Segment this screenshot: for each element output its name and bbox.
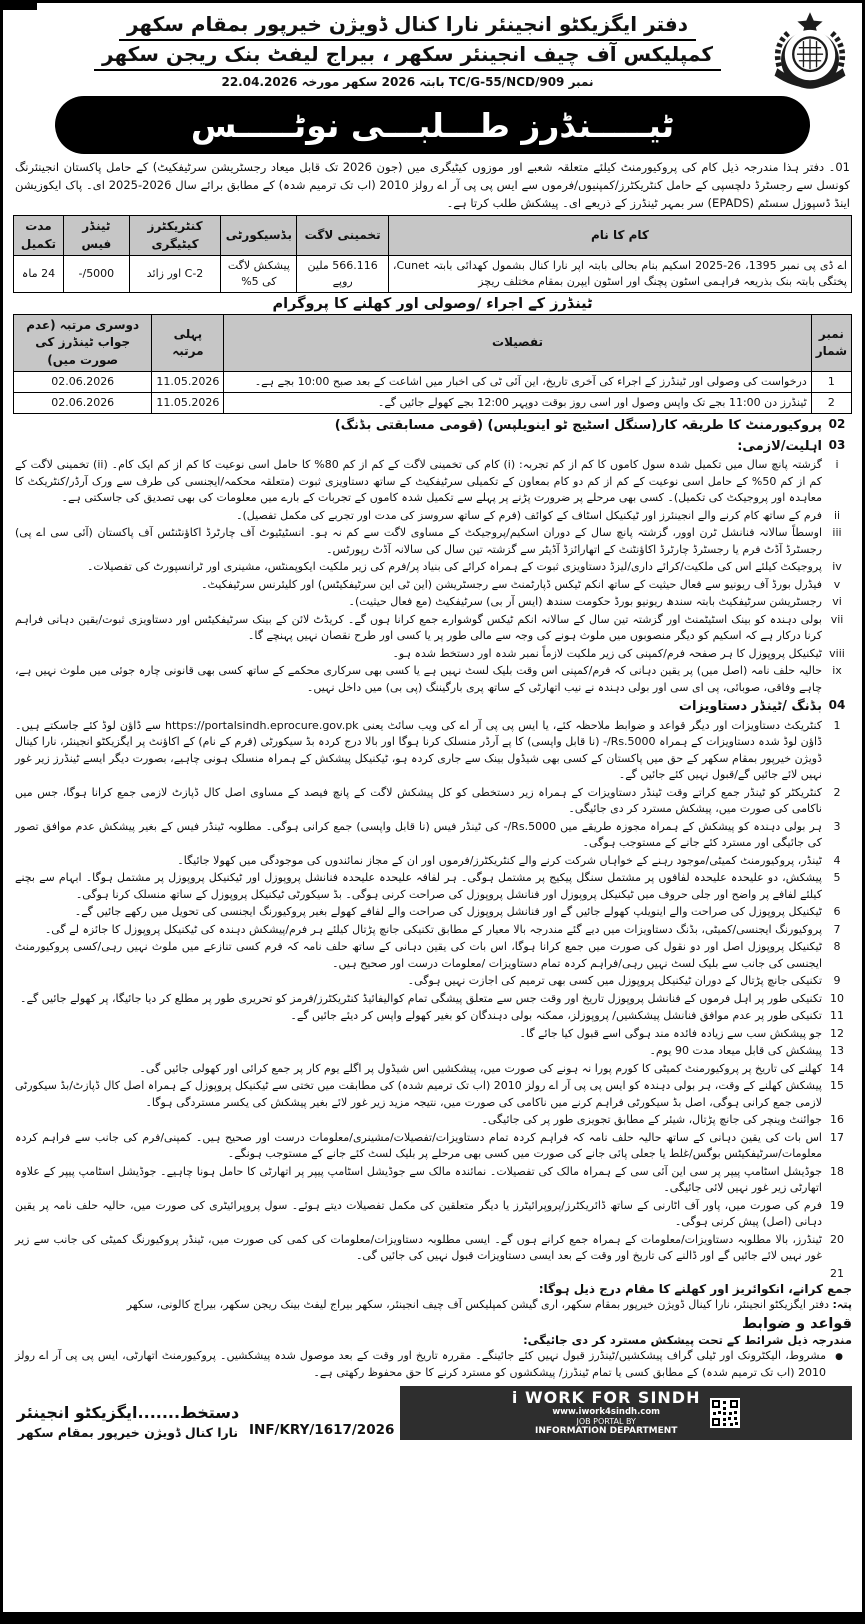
item-number: 1 — [833, 718, 841, 732]
item-text: اوسطاً سالانہ فنانشل ٹرن اوور، گزشتہ پانچ سال کے دوران اسکیم/پروجیکٹ کے مساوی لاگت سے کم نہ ہو۔ انسٹیٹیوٹ آف چارٹرڈ اکاؤنٹنٹس آف پاکستان (آئی سی اے پی) رجسٹرڈ آڈٹ فرم یا رجسٹرڈ چارٹرڈ اکاؤنٹنٹ کے اتھارائزڈ آڈیٹر سے گزشتہ تین سال کی سالانہ آڈٹ رپورٹس۔ — [15, 526, 822, 556]
estimated-cost-cell: 566.116 ملین روپے — [297, 256, 389, 293]
item-number: 13 — [830, 1044, 844, 1058]
signature-line: دستخط.......ایگزیکٹو انجینئر — [16, 1402, 240, 1422]
item-number: 10 — [830, 991, 844, 1005]
bidding-item — [13, 1043, 852, 1060]
section-procurement-method — [13, 416, 852, 436]
bidding-item — [13, 1112, 852, 1129]
item-number: 15 — [830, 1079, 844, 1093]
program-table-title: ٹینڈرز کے اجراء /وصولی اور کھلنے کا پروگرام — [272, 296, 593, 313]
item-number: 19 — [830, 1198, 844, 1212]
item-text: رجسٹریشن سرٹیفکیٹ بابتہ سندھ ریونیو بورڈ حکومت سندھ (ایس آر بی) سرٹیفکیٹ (مع فعال حیثیت)۔ — [348, 595, 822, 609]
qr-code-icon — [710, 1398, 740, 1428]
item-text: ٹیکنیکل پروپوزل کی صراحت والے اینویلپ کھولے جائیں گے اور فنانشل پروپوزل کی صراحت والے لفافے کھولے بغیر پروکیورنگ ایجنسی کی تحویل میں رکھے جائیں گے۔ — [74, 905, 822, 919]
eligibility-item — [13, 594, 852, 611]
work-table-row — [14, 256, 852, 293]
bidding-item — [13, 1130, 852, 1163]
item-text: ہر بولی دہندہ کو پیشکش کے ہمراہ مجوزہ طریقے میں Rs.5000/- کی ٹینڈر فیس (نا قابل واپسی) جمع کرانی ہوگی۔ مطلوبہ ٹینڈر فیس کے بغیر پیشکش عدم موافق تصور کی جائیگی اور مسترد کئے جانے کے مستوجب ہوگی۔ — [15, 819, 823, 850]
serial-cell: 2 — [811, 393, 851, 414]
item-number: viii — [829, 646, 845, 660]
item-text: جوڈیشل اسٹامپ پیپر پر سی این آئی سی کے ہمراہ مالک کی تفصیلات۔ نمائندہ مالک سے جوڈیشل اسٹامپ پیپر پر اتھارٹی کا حامل ہونا چاہیے۔ جوڈیشل اسٹامپ پیپر کے علاوہ اتھارٹی زیر غور نہیں لائی جائیگی۔ — [15, 1164, 822, 1195]
col-contractor-category: کنٹریکٹرز کیٹیگری — [129, 216, 221, 256]
item-text: ٹینڈر، پروکیورمنٹ کمیٹی/موجود رہنے کے خواہاں شرکت کرنے والے کنٹریکٹرز/فرموں اور ان کے مجاز نمائندوں کی موجودگی میں کھولا جائیگا۔ — [177, 853, 822, 867]
rules-intro: مندرجہ ذیل شرائط کے تحت پیشکش مسترد کر دی جائیگی: — [523, 1333, 852, 1348]
eligibility-item — [13, 559, 852, 576]
completion-period-cell: 24 ماہ — [14, 256, 64, 293]
item-number: 11 — [830, 1009, 844, 1023]
item-text: ٹیکنیکل پروپوزل اصل اور دو نقول کی صورت میں جمع کرانا ہوگا، اس بات کی یقین دہانی کے ساتھ حلف نامہ کہ فرم کسی تنازعے میں ملوث نہیں رہی/کسی پروکیورمنٹ ایجنسی کی جانب سے بلیک لسٹ نہیں رہی/فراہم کردہ تمام دستاویزات /معلومات درست اور صحیح ہیں۔ — [15, 940, 822, 970]
work-table-header-row — [14, 216, 852, 256]
program-table-header-row — [14, 315, 852, 372]
item-text: پروکیورنگ ایجنسی/کمیٹی، بڈنگ دستاویزات میں دیے گئے مندرجہ بالا معیار کے مطابق تکنیکی جانچ پڑتال کیلئے ہر فرم/پیشکش دہندہ کی ٹیکنیکل پروپوزل کا جائزہ لے گی۔ — [44, 922, 822, 936]
submission-place-line: جمع کرانے، انکوائریز اور کھلنے کا مقام درج ذیل ہوگا: — [538, 1281, 852, 1296]
bidding-item-21 — [13, 1266, 852, 1280]
item-number: 20 — [830, 1232, 844, 1246]
item-number: 7 — [833, 922, 841, 936]
item-number: 18 — [830, 1164, 844, 1178]
bullet-text: مشروط، الیکٹرونک اور ٹیلی گراف پیشکشیں/ٹینڈرز قبول نہیں کئے جائینگے۔ مقررہ تاریخ اور وقت کے بعد موصول شدہ پیشکشیں۔ پروکیورمنٹ اتھارٹی، ایس پی پی آر اے رولز 2010 (اب تک ترمیم شدہ) کے مطابق کسی یا تمام ٹینڈرز/ پیشکشوں کو مسترد کرنے کا حق محفوظ رکھتی ہے۔ — [15, 1349, 826, 1379]
page-bottom-border — [3, 1612, 862, 1621]
eligibility-item — [13, 663, 852, 696]
bidding-item — [13, 1232, 852, 1265]
item-text: پیشکش کھلنے کے وقت، ہر بولی دہندہ کو ایس پی پی آر اے رولز 2010 (اب تک ترمیم شدہ) کی مطابقت میں تختی سے ٹیکنیکل پروپوزل کے ہمراہ اصل کال ڈپازٹ/بڈ سیکورٹی لازمی جمع کرانی ہوگی، اصل بڈ سیکورٹی فراہم کرنے میں ناکامی کی صورت میں، نتیجہ مزید زیر غور لائے بغیر پیشکش کی یکسر مستردگی ہوگا۔ — [15, 1079, 822, 1109]
section-number: 04 — [828, 698, 846, 713]
serial-cell: 1 — [811, 372, 851, 393]
intro-paragraph: 01۔ دفتر ہذا مندرجہ ذیل کام کی پروکیورمنٹ کیلئے متعلقہ شعبے اور موزوں کیٹیگری میں (جون 2026 تک قابل میعاد رجسٹریشن سرٹیفکیٹ) کے حامل پاکستان انجینئرنگ کونسل سے رجسٹرڈ دلچسپی کے حامل کنٹریکٹرز/کمپنیوں/فرموں سے ایس پی پی آر اے رولز 2010 (اب تک ترمیم شدہ) کے مطابق برائے سال 2026-2025 ای۔ پاک ایکوزیشن اینڈ ڈسپوزل سسٹم (EPADS) سر بمہر ٹینڈرز کے ذریعے ای۔ پیشکش طلب کرتا ہے۔ — [15, 160, 850, 210]
bidding-item — [13, 939, 852, 972]
item-text: تکنیکی طور پر عدم موافق فنانشل پیشکشیں/ پروپوزلز، ممکنہ بولی دہندگان کو بغیر کھولے واپس کر دیئے جائیں گے۔ — [290, 1009, 822, 1023]
col-work-name: کام کا نام — [388, 216, 851, 256]
item-text: جو پیشکش سب سے زیادہ فائدہ مند ہوگی اسے قبول کیا جائے گا۔ — [519, 1026, 822, 1040]
bidding-item — [13, 1078, 852, 1111]
banner-title: ٹیـــــنڈرز طـــلبـــی نوٹـــــس — [190, 105, 675, 145]
notice-header — [13, 7, 852, 89]
item-text: کنٹریکٹ دستاویزات اور دیگر قواعد و ضوابط ملاحظہ کئے، یا ایس پی پی آر اے کی ویب سائٹ یعنی https://portalsindh.eprocure.gov.pk سے ڈاؤن لوڈ کئے جاسکتے ہیں۔ ڈاؤن لوڈ شدہ دستاویزات کے ہمراہ Rs.5000/- (نا قابل واپسی) کا پے آرڈر منسلک کرنا ہوگا اور بالا درج کردہ بڈ سیکورٹی (فرم کے نام) کے اکاؤنٹ پر ایگزیکٹو انجینئر، نارا کینال ڈویژن خیرپور بمقام سکھر کے حق میں پاکستان کے کسی بھی شیڈول بینک سے جاری کردہ ہو، ٹیکنیکل پیشکش کے ہمراہ منسلک ہونی چاہیے، بصورت دیگر ایسے ٹینڈرز زیر غور نہیں لائے جائیں گے/قبول نہیں کئے جائیں گے۔ — [15, 718, 822, 782]
bidding-item — [13, 718, 852, 784]
item-number: iv — [832, 560, 842, 574]
program-table — [13, 314, 852, 414]
bidding-item — [13, 819, 852, 852]
job-portal-by-label: JOB PORTAL BY — [576, 1416, 636, 1426]
item-number: i — [835, 458, 839, 472]
work-name-cell: اے ڈی پی نمبر 1395، 26-2025 اسکیم بنام بحالی بابتہ اپر نارا کنال بشمول کھدائی بابتہ Cunet، پختگی بابتہ بنک بذریعہ فراہمی اسٹون پچنگ اور اسٹون ایپرن بمقام مختلف ریچز — [388, 256, 851, 293]
first-time-cell: 11.05.2026 — [152, 372, 224, 393]
item-text: پروجیکٹ کیلئے اس کی ملکیت/کرائے داری/لیزڈ دستاویزی ثبوت کے ہمراہ کرائے کی بنیاد پر/فرم کی زیر ملکیت ایکوپمنٹس، مشینری اور ٹرانسپورٹ کی تفصیلات۔ — [86, 560, 822, 574]
item-number: 4 — [833, 853, 841, 867]
work-for-sindh-text — [512, 1390, 701, 1436]
bid-security-cell: پیشکش لاگت کی 5% — [221, 256, 297, 293]
item-text: حالیہ حلف نامہ (اصل میں) پر یقین دہانی کہ فرم/کمپنی اس وقت بلیک لسٹ نہیں ہے یا کسی بھی سرکاری محکمے کے ساتھ کسی بھی قانونی چارہ جوئی میں ملوث نہیں ہے، چاہے وفاقی، صوبائی، پی ای سی اور بولی دہندہ نے نیب اتھارٹی کے ساتھ پری بارگیننگ (پی بی) میں داخل نہیں۔ — [15, 664, 822, 694]
sindh-government-emblem-icon — [768, 9, 852, 105]
inf-reference: INF/KRY/1617/2026 — [249, 1421, 395, 1438]
col-first-time: پہلی مرتبہ — [152, 315, 224, 372]
second-time-cell: 02.06.2026 — [14, 393, 152, 414]
item-text: تکنیکی جانچ پڑتال کے دوران ٹیکنیکل پروپوزل میں کسی بھی ترمیم کی اجازت نہیں ہوگی۔ — [407, 974, 822, 988]
eligibility-item — [13, 457, 852, 507]
bidding-item — [13, 922, 852, 939]
item-text: ٹیکنیکل پروپوزل کا ہر صفحہ فرم/کمپنی کی زیر ملکیت لازماً نمبر شدہ اور دستخط شدہ ہو۔ — [392, 646, 822, 660]
item-text: کنٹریکٹر کو ٹینڈر جمع کراتے وقت ٹینڈر دستاویزات کے ہمراہ زیر دستخطی کو کل پیشکش لاگت کے پانچ فیصد کے مساوی اصل کال ڈپازٹ لازمی جمع کرانا ہوگا، جس میں ناکامی کی صورت میں، پیشکش مسترد کر دی جائیگی۔ — [15, 785, 822, 816]
bidding-item — [13, 1061, 852, 1078]
item-text: فرم کے ساتھ کام کرنے والے انجینئرز اور ٹیکنیکل اسٹاف کے کوائف (فرم کے ساتھ سروسز کی مدت اور تجربے کی مکمل تفصیل)۔ — [236, 508, 822, 522]
item-number: iii — [832, 526, 842, 540]
item-text: کھلنے کی تاریخ پر پروکیورمنٹ کمیٹی کا کورم پورا نہ ہونے کی صورت میں، پیشکشیں اس شیڈول پر اگلے یوم کار پر جمع کرائی اور کھولی جائیں گی۔ — [139, 1061, 822, 1075]
eligibility-item — [13, 646, 852, 663]
bidding-item — [13, 904, 852, 921]
rules-heading: قواعد و ضوابط — [742, 1316, 852, 1333]
col-tender-fee: ٹینڈر فیس — [63, 216, 129, 256]
information-department-label: INFORMATION DEPARTMENT — [534, 1425, 678, 1436]
section-heading: اہلیت/لازمی: — [737, 438, 822, 454]
item-number: 14 — [830, 1061, 844, 1075]
item-text: فرم کی صورت میں، پاور آف اٹارنی کے ساتھ ڈائریکٹرز/پروپرائیٹرز یا دیگر متعلقین کی مکمل تفصیلات دیتے ہوئے۔ سول پروپرائیٹری کی صورت میں، حالیہ حلف نامہ پر یقین دہانی (اصل) پیش کرنی ہوگی۔ — [15, 1198, 822, 1229]
item-text: پیشکش، دو علیحدہ علیحدہ لفافوں پر مشتمل سنگل پیکیج پر مشتمل ہوگی۔ ہر لفافہ علیحدہ علیحدہ فنانشل پروپوزل اور ٹیکنیکل پروپوزل پر مشتمل ہوگا۔ ابہام سے بچنے کیلئے لفافے پر واضح اور جلی حروف میں ٹیکنیکل پروپوزل اور فنانشل پروپوزل کی صراحت کرنی ہوگی۔ بڈ سیکورٹی ٹیکنیکل پروپوزل کے ساتھ منسلک کرنا ہوگی۔ — [15, 871, 822, 901]
bidding-item — [13, 1008, 852, 1025]
bidding-item — [13, 785, 852, 818]
item-text: فیڈرل بورڈ آف ریونیو سے فعال حیثیت کے ساتھ انکم ٹیکس ڈپارٹمنٹ سے رجسٹریشن (این ٹی این سرٹیفکیٹس) اور کلیئرنس سرٹیفکیٹ۔ — [201, 577, 822, 591]
rules-bullet-item — [13, 1348, 852, 1381]
tender-fee-cell: 5000/- — [63, 256, 129, 293]
item-number: 5 — [833, 871, 841, 885]
section-number: 03 — [828, 437, 846, 452]
work-for-sindh-url: www.iwork4sindh.com — [552, 1406, 661, 1417]
first-time-cell: 11.05.2026 — [152, 393, 224, 414]
item-text: اس بات کی یقین دہانی کے ساتھ حالیہ حلف نامہ کہ فراہم کردہ تمام دستاویزات/تفصیلات/مشینری/معلومات درست اور صحیح ہیں۔ کمپنی/فرم کی جانب سے فراہم کردہ معلومات/سرٹیفکیٹس بوگس/غلط یا جعلی پائی جانے کی صورت میں کسی بھی مرحلے پر بلیک لسٹ کئے جانے کے مستوجب ہونگے۔ — [15, 1130, 822, 1161]
office-title-line2: کمپلیکس آف چیف انجینئر سکھر ، بیراج لیفٹ بنک ریجن سکھر — [94, 41, 721, 71]
col-completion-period: مدت تکمیل — [14, 216, 64, 256]
col-serial: نمبر شمار — [811, 315, 851, 372]
second-time-cell: 02.06.2026 — [14, 372, 152, 393]
bidding-item — [13, 1198, 852, 1231]
tender-notice-banner — [55, 96, 810, 154]
office-title-line1: دفتر ایگزیکٹو انجینئر نارا کنال ڈویژن خیرپور بمقام سکھر — [119, 11, 696, 41]
reference-number-line: نمبر TC/G-55/NCD/909 بابتہ 2026 سکھر مورخہ 22.04.2026 — [221, 75, 594, 89]
item-number: 12 — [830, 1026, 844, 1040]
eligibility-item — [13, 612, 852, 645]
eligibility-item — [13, 508, 852, 525]
bidding-item — [13, 870, 852, 903]
address-label: پتہ: — [832, 1297, 852, 1311]
item-text: گزشتہ پانچ سال میں تکمیل شدہ سول کاموں کا کم از کم تجربہ: (i) کام کی تخمینی لاگت کے کم از کم 80% کا حامل اسی نوعیت کا کم از کم ایک کام۔ (ii) تخمینی لاگت کے کم از کم 50% کے حامل اسی نوعیت کے کم از کم دو کام بمعاون کے تکمیلی سرٹیفکیٹ کے ساتھ دستاویزی ثبوت (متعلقہ محکمہ/ایجنسی کی طرف سے ورک آرڈر/کنٹریکٹ کا معاہدہ اور پروجیکٹ کی تکمیل)۔ کسی بھی مرحلے پر ضرورت پڑنے پر پہلے سے تکمیل شدہ کاموں کے تجربات کے بارے میں معلومات کی بھی تصدیق کی جاسکتی ہے۔ — [15, 458, 823, 505]
col-details: تفصیلات — [224, 315, 811, 372]
work-table — [13, 215, 852, 293]
col-estimated-cost: تخمینی لاگت — [297, 216, 389, 256]
program-table-row — [14, 393, 852, 414]
contractor-category-cell: C-2 اور زائد — [129, 256, 221, 293]
item-text: تکنیکی طور پر اہل فرموں کے فنانشل پروپوزل تاریخ اور وقت جس سے متعلق پیشگی تمام کوالیفائیڈ کنٹریکٹرز/فرمز کو تحریری طور پر مطلع کر دیا جائیگا، پر کھولے جائیں گے۔ — [20, 991, 822, 1005]
item-text: جوائنٹ وینچر کی جانچ پڑتال، شیئر کے مطابق تجویزی طور پر کی جائیگی۔ — [481, 1113, 822, 1127]
item-number: 8 — [833, 940, 841, 954]
notice-footer — [13, 1386, 852, 1440]
eligibility-item — [13, 525, 852, 558]
item-number: ii — [833, 508, 841, 522]
bullet-icon: ● — [835, 1352, 843, 1363]
item-number: 2 — [833, 785, 841, 799]
col-bid-security: بڈسیکورٹی — [221, 216, 297, 256]
item-text: پیشکش کی قابل میعاد مدت 90 یوم۔ — [649, 1044, 822, 1058]
item-text — [13, 1266, 822, 1280]
eligibility-item — [13, 577, 852, 594]
bidding-item — [13, 1026, 852, 1043]
signature-office: نارا کنال ڈویژن خیرپور بمقام سکھر — [17, 1424, 239, 1440]
col-second-time: دوسری مرتبہ (عدم جواب ٹینڈرز کی صورت میں) — [14, 315, 152, 372]
section-eligibility — [13, 437, 852, 457]
item-number: 17 — [830, 1130, 844, 1144]
item-number: 9 — [833, 974, 841, 988]
item-number: v — [833, 577, 841, 591]
program-table-row — [14, 372, 852, 393]
item-number: 3 — [833, 819, 841, 833]
section-heading: پروکیورمنٹ کا طریقہ کار(سنگل اسٹیج ٹو اینویلپس) (قومی مسابقتی بڈنگ) — [334, 418, 822, 434]
bidding-item — [13, 991, 852, 1008]
bidding-item — [13, 1164, 852, 1197]
bidding-item — [13, 973, 852, 990]
signature-block — [13, 1403, 243, 1440]
work-for-sindh-box — [400, 1386, 852, 1440]
item-number: 6 — [833, 905, 841, 919]
item-number: ix — [832, 664, 842, 678]
item-number: 21 — [830, 1266, 844, 1280]
address-text: دفتر ایگزیکٹو انجینئر، نارا کینال ڈویژن خیرپور بمقام سکھر، اری گیشن کمپلیکس آف چیف انجینئر، سکھر بیراج لیفٹ بینک ریجن سکھر، بیراج کالونی، سکھر — [126, 1297, 830, 1311]
item-text: بولی دہندہ کو بینک اسٹیٹمنٹ اور گزشتہ تین سال کے سالانہ انکم ٹیکس گوشوارے جمع کرانا ہوں گے۔ کریڈٹ لائن کے بینک سرٹیفکیٹس اور دستاویزی ثبوت/یقین دہانی فراہم کرنا درکار ہے کہ اسکیم کو دیگر منصوبوں میں ملوث ہونے کی وجہ سے مالی طور پر یا کسی اور طرح نقصان نہیں پہنچے گا۔ — [15, 612, 822, 643]
item-number: vi — [832, 595, 842, 609]
section-heading: بڈنگ /ٹینڈر دستاویزات — [678, 699, 822, 715]
details-cell: درخواست کی وصولی اور ٹینڈرز کے اجراء کی آخری تاریخ، این آئی ٹی کی اخبار میں اشاعت کے بعد صبح 10:00 بجے ہے۔ — [224, 372, 811, 393]
details-cell: ٹینڈرز دن 11:00 بجے تک واپس وصول اور اسی روز بوقت دوپہر 12:00 بجے کھولے جائیں گے۔ — [224, 393, 811, 414]
section-bidding-documents — [13, 697, 852, 717]
section-number: 02 — [828, 417, 846, 432]
work-for-sindh-title: i WORK FOR SINDH — [511, 1388, 701, 1408]
item-text: ٹینڈرز، بالا مطلوبہ دستاویزات/معلومات کے ہمراہ جمع کرانے ہوں گے۔ ایسی مطلوبہ دستاویزات/معلومات کی کمی کی صورت میں، ٹینڈر پروکیورنگ کمیٹی کی جانب سے زیر غور نہیں لائے جائیں گے اور ڈالنے کی تاریخ اور وقت کے بعد ایسی دستاویزات قبول نہیں کی جائیں گی۔ — [15, 1232, 822, 1263]
bidding-item — [13, 853, 852, 870]
item-number: vii — [830, 612, 844, 626]
address-line — [13, 1297, 852, 1314]
item-number: 16 — [830, 1113, 844, 1127]
